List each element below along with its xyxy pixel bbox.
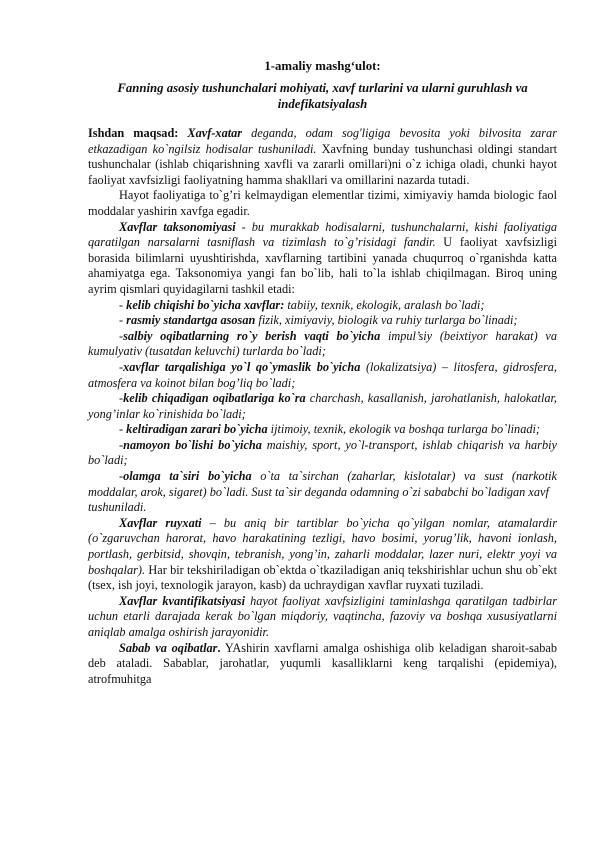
list-item [88,313,557,329]
paragraph-quantification [88,594,557,641]
item-term: namoyon bo`lishi bo`yicha [123,437,262,452]
term-quantification: Xavflar kvantifikatsiyasi [119,593,246,608]
body-text: YAshirin xavflarni amalga oshishiga olib keladigan sharoit-sabab deb ataladi. Sabablar, jarohatlar, yuqumli kasalliklarni keng tarqalishi (epidemiya), atrofmuhitga [88,640,558,686]
list-item-continuation: tushuniladi. [88,500,147,515]
paragraph-taxonomy [88,220,557,298]
item-prefix: - [119,437,124,452]
definition-text: deganda, odam sog'ligiga bevosita yoki bilvosita zarar etkazadigan ko`ngilsiz hodisalar tushuniladi. [88,126,557,156]
term-causes: Sabab va oqibatlar [119,640,218,655]
item-prefix: - [119,313,127,328]
term-taxonomy: Xavflar taksonomiyasi [119,219,236,234]
page-title: 1-amaliy mashg‘ulot: [264,59,381,73]
document-page [88,58,557,687]
item-text: maishiy, sport, yo`l-transport, ishlab chiqarish va harbiy bo`ladi; [88,437,557,468]
term-punct: . [217,640,221,655]
item-text: charchash, kasallanish, jarohatlanish, halokatlar, yong’inlar ko`rinishida bo`ladi; [88,391,558,421]
item-prefix: - [119,391,124,406]
item-term: salbiy oqibatlarning ro`y berish vaqti bo`yicha [123,328,381,343]
paragraph-causes [88,641,557,688]
paragraph-hidden-danger: Hayot faoliyatiga to`g’ri kelmaydigan elementlar tizimi, ximiyaviy hamda biologic faol moddalar yashirin xavfga egadir. [88,188,557,218]
term-hazard-list: Xavflar ruyxati [119,515,202,530]
item-term: rasmiy standartga asosan [126,313,256,328]
list-item [88,438,557,469]
body-text: Har bir tekshiriladigan ob`ektda o`tkaziladigan aniq tekshirishlar uchun shu ob`ekt (tsex, ish joyi, texnologik jarayon, kasb) da uchraydigan xavflar ruyxati tuziladi. [88,562,557,593]
item-text: impul’siy (beixtiyor harakat) va kumulyativ (tusatdan keluvchi) turlarda bo`ladi; [88,328,558,359]
list-item [88,329,557,360]
item-term: keltiradigan zarari bo`yicha [126,422,268,437]
item-text: ijtimoiy, texnik, ekologik va boshqa turlarga bo`linadi; [267,422,541,437]
item-term: kelib chiqadigan oqibatlariga ko`ra [123,391,306,406]
body-text: Xavfning bunday tushunchasi oldingi standart tushunchalar (ishlab chiqarishning xavfli va zararli omillari)ni o`z ichiga oladi, chunki hayot faoliyat xavfsizligi faoliyatning hamma shakllari va omillarini nazarda tutadi. [88,141,557,187]
list-item [88,422,557,438]
definition-text: – bu aniq bir tartiblar bo`yicha qo`yilgan nomlar, atamalardir (o`zgaruvchan harorat, havo harakatining tezligi, havo bosimi, yorug’lik, havoni ionlash, portlash, gerbitsid, shovqin, tebranish, yong’in, zaharli moddalar, lazer nuri, elektr yoyi va boshqalar). [88,515,557,577]
item-text: o`ta ta`sirchan (zaharlar, kislotalar) va sust (narkotik moddalar, arok, sigaret) bo`ladi. Sust ta`sir deganda odamning o`zi sababchi bo`ladigan xavf [88,469,558,499]
list-item [88,360,557,391]
item-term: kelib chiqishi bo`yicha xavflar: [126,297,285,312]
item-text: fizik, ximiyaviy, biologik va ruhiy turlarga bo`linadi; [255,313,518,328]
item-prefix: - [119,359,124,374]
lead-label: Ishdan maqsad: [88,126,179,140]
definition-text: - bu murakkab hodisalarni, tushunchalarni, kishi faoliyatiga qaratilgan narsalarni tasniflash va tizimlash to`g’risidagi fandir. [88,219,557,250]
item-text: (lokalizatsiya) – litosfera, gidrosfera, atmosfera va koinot bilan bog’liq bo`ladi; [88,359,557,390]
body-text: U faoliyat xavfsizligi borasida bilimlarni uyushtirishda, xavflarning tartibini yanada chuqurroq o`rganishda katta ahamiyatga ega. Taksonomiya yangi fan bo`lib, hali to`la ishlab chiqilmagan. Biroq uning ayrim qismlari quyidagilarni tashkil etadi: [88,235,557,296]
item-term: olamga ta`siri bo`yicha [123,469,252,484]
item-text: tabiiy, texnik, ekologik, aralash bo`ladi; [284,297,485,312]
list-item [88,298,557,314]
paragraph-hazard-list [88,516,557,594]
list-item [88,391,557,422]
item-prefix: - [119,297,127,312]
item-prefix: - [119,422,127,437]
definition-text: hayot faoliyat xavfsizligini taminlashga qaratilgan tadbirlar uchun etarli darajada kerak bo`lgan miqdoriy, vaqtincha, fazoviy va boshqa xususiyatlarni aniqlab amalga oshirish jarayonidir. [88,593,557,639]
list-item [88,469,557,500]
page-subtitle: Fanning asosiy tushunchalari mohiyati, xavf turlarini va ularni guruhlash va indefikatsiyalash [117,81,528,111]
term-xavf-xatar: Xavf-xatar [187,126,243,140]
item-prefix: - [119,328,124,343]
item-prefix: - [119,469,124,484]
item-term: xavflar tarqalishiga yo`l qo`ymaslik bo`yicha [123,359,361,374]
paragraph-purpose [88,126,557,188]
